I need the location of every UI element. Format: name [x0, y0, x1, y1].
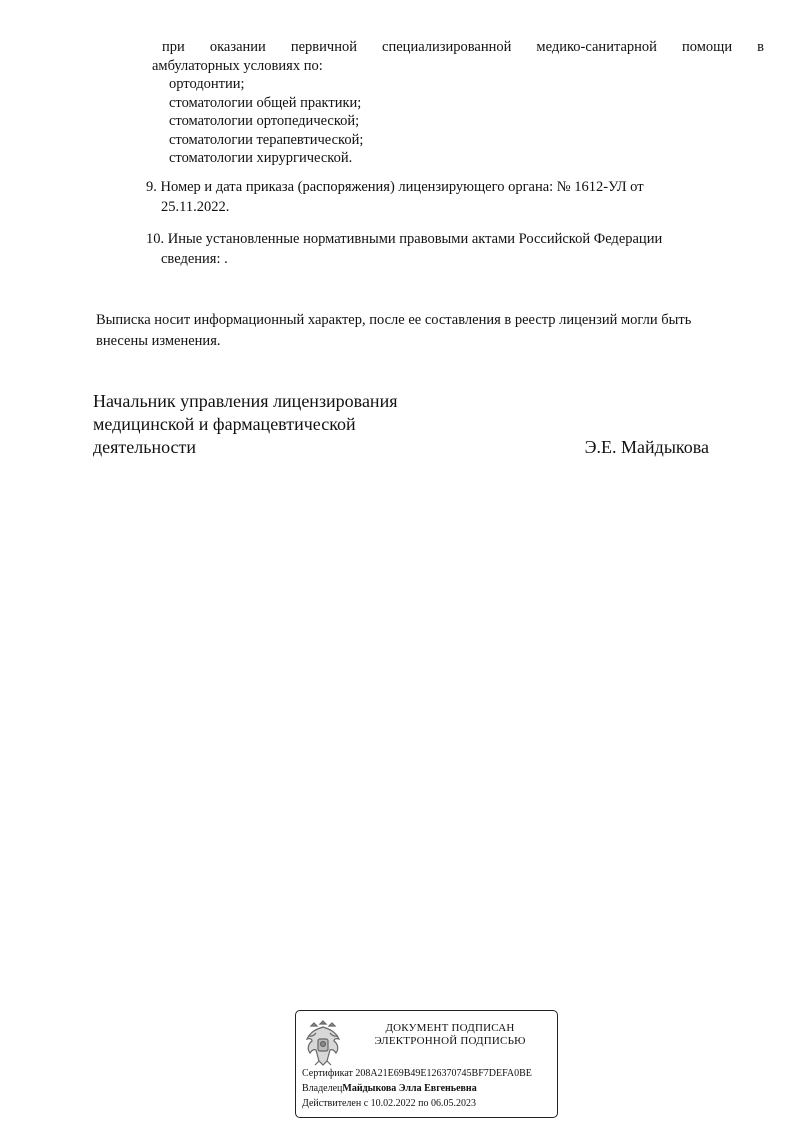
owner-value: Майдыкова Элла Евгеньевна: [342, 1083, 477, 1094]
item-10-line1: 10. Иные установленные нормативными правовыми актами Российской Федерации: [146, 231, 663, 247]
stamp-heading: [352, 1022, 548, 1048]
stamp-heading-line1: ДОКУМЕНТ ПОДПИСАН: [385, 1022, 515, 1034]
item-9-line2: 25.11.2022.: [161, 199, 230, 215]
signer-name: Э.Е. Майдыкова: [584, 437, 709, 457]
item-9-order-number: [146, 177, 746, 217]
owner-label: Владелец: [302, 1083, 343, 1094]
validity-line: Действителен с 10.02.2022 по 06.05.2023: [302, 1098, 476, 1109]
signature-block: [93, 390, 733, 459]
coat-of-arms-icon: [302, 1017, 344, 1069]
service-item: стоматологии общей практики;: [169, 94, 362, 111]
item-10-line2: сведения: .: [161, 251, 228, 267]
certificate-line: [302, 1068, 532, 1080]
disclaimer-line2: внесены изменения.: [96, 333, 221, 349]
certificate-label: Сертификат: [302, 1068, 353, 1079]
service-item: стоматологии ортопедической;: [169, 113, 360, 129]
service-item: ортодонтии;: [169, 76, 245, 92]
service-item: стоматологии хирургической.: [169, 150, 353, 166]
service-list: [152, 75, 764, 168]
signer-title-line1: Начальник управления лицензирования: [93, 391, 398, 411]
disclaimer-text: [96, 310, 776, 352]
signer-title-line2: медицинской и фармацевтической: [93, 414, 356, 434]
item-9-line1: 9. Номер и дата приказа (распоряжения) лицензирующего органа: № 1612-УЛ от: [146, 179, 644, 195]
certificate-value: 208A21E69B49E126370745BF7DEFA0BE: [355, 1068, 532, 1079]
stamp-heading-line2: ЭЛЕКТРОННОЙ ПОДПИСЬЮ: [374, 1035, 526, 1047]
activity-intro-line1: при оказании первичной специализированной медико-санитарной помощи в: [162, 39, 764, 55]
activity-intro-line2: амбулаторных условиях по:: [152, 57, 323, 74]
licensed-activity-block: [152, 38, 764, 168]
signer-title-line3: деятельности: [93, 437, 197, 457]
owner-line: [302, 1083, 477, 1095]
electronic-signature-stamp: [295, 1010, 558, 1118]
service-item: стоматологии терапевтической;: [169, 131, 364, 148]
disclaimer-line1: Выписка носит информационный характер, после ее составления в реестр лицензий могли быть: [96, 312, 692, 328]
item-10-other-info: [146, 229, 746, 269]
